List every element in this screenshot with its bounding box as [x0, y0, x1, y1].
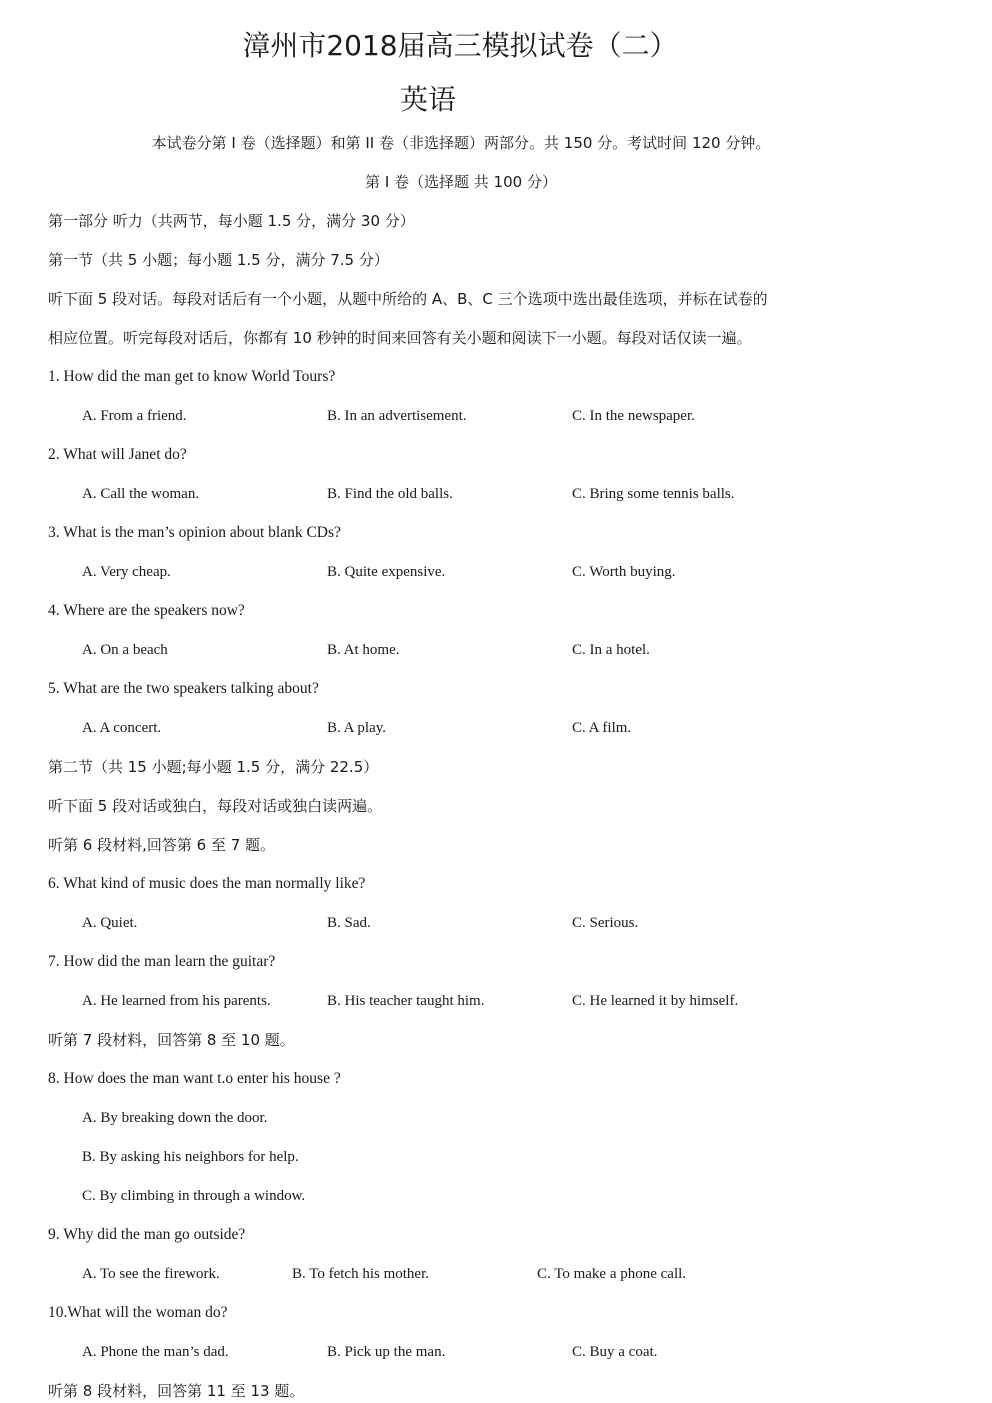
- section2-instructions: 听下面 5 段对话或独白，每段对话或独白读两遍。: [48, 797, 383, 815]
- q7-option-c: C. He learned it by himself.: [572, 993, 739, 1009]
- volume-heading: 第 I 卷（选择题 共 100 分）: [365, 173, 557, 191]
- q9-option-c: C. To make a phone call.: [537, 1266, 687, 1282]
- section1-heading: 第一节（共 5 小题；每小题 1.5 分，满分 7.5 分）: [48, 251, 389, 269]
- question-9: 9. Why did the man go outside?: [48, 1226, 246, 1243]
- question-5: 5. What are the two speakers talking about?: [48, 680, 319, 697]
- q4-option-b: B. At home.: [327, 642, 400, 658]
- q2-option-c: C. Bring some tennis balls.: [572, 486, 735, 502]
- q4-option-a: A. On a beach: [82, 642, 168, 658]
- question-10: 10.What will the woman do?: [48, 1304, 228, 1321]
- q5-option-c: C. A film.: [572, 720, 632, 736]
- q8-option-a: A. By breaking down the door.: [82, 1110, 268, 1126]
- q3-option-c: C. Worth buying.: [572, 564, 676, 580]
- q10-option-c: C. Buy a coat.: [572, 1344, 658, 1360]
- question-8: 8. How does the man want t.o enter his house ?: [48, 1070, 341, 1087]
- q6-option-b: B. Sad.: [327, 915, 371, 931]
- question-4: 4. Where are the speakers now?: [48, 602, 245, 619]
- question-3: 3. What is the man’s opinion about blank CDs?: [48, 524, 341, 541]
- q1-option-b: B. In an advertisement.: [327, 408, 467, 424]
- exam-intro: 本试卷分第 I 卷（选择题）和第 II 卷（非选择题）两部分。共 150 分。考试时间 120 分钟。: [151, 134, 771, 152]
- q3-option-b: B. Quite expensive.: [327, 564, 446, 580]
- q10-option-a: A. Phone the man’s dad.: [82, 1344, 229, 1360]
- q5-option-a: A. A concert.: [82, 720, 162, 736]
- q6-option-a: A. Quiet.: [82, 915, 138, 931]
- q2-option-b: B. Find the old balls.: [327, 486, 453, 502]
- q9-option-b: B. To fetch his mother.: [292, 1266, 429, 1282]
- material-7-note: 听第 7 段材料，回答第 8 至 10 题。: [48, 1031, 295, 1049]
- q4-option-c: C. In a hotel.: [572, 642, 650, 658]
- section1-instructions-line2: 相应位置。听完每段对话后，你都有 10 秒钟的时间来回答有关小题和阅读下一小题。每段对话仅读一遍。: [48, 329, 752, 347]
- material-8-note: 听第 8 段材料，回答第 11 至 13 题。: [48, 1382, 305, 1400]
- section2-heading: 第二节（共 15 小题;每小题 1.5 分，满分 22.5）: [48, 758, 379, 776]
- section1-instructions-line1: 听下面 5 段对话。每段对话后有一个小题，从题中所给的 A、B、C 三个选项中选出最佳选项，并标在试卷的: [48, 290, 768, 308]
- question-2: 2. What will Janet do?: [48, 446, 187, 463]
- q8-option-b: B. By asking his neighbors for help.: [82, 1149, 299, 1165]
- subject-title: 英语: [399, 83, 456, 116]
- q7-option-b: B. His teacher taught him.: [327, 993, 485, 1009]
- q7-option-a: A. He learned from his parents.: [82, 993, 271, 1009]
- q6-option-c: C. Serious.: [572, 915, 639, 931]
- question-6: 6. What kind of music does the man normally like?: [48, 875, 366, 892]
- q1-option-c: C. In the newspaper.: [572, 408, 695, 424]
- part1-heading: 第一部分 听力（共两节，每小题 1.5 分，满分 30 分）: [48, 212, 415, 230]
- q10-option-b: B. Pick up the man.: [327, 1344, 446, 1360]
- q2-option-a: A. Call the woman.: [82, 486, 200, 502]
- exam-title: 漳州市2018届高三模拟试卷（二）: [242, 29, 678, 62]
- q5-option-b: B. A play.: [327, 720, 387, 736]
- q3-option-a: A. Very cheap.: [82, 564, 171, 580]
- question-1: 1. How did the man get to know World Tours?: [48, 368, 336, 385]
- q8-option-c: C. By climbing in through a window.: [82, 1188, 306, 1204]
- q9-option-a: A. To see the firework.: [82, 1266, 220, 1282]
- material-6-note: 听第 6 段材料,回答第 6 至 7 题。: [48, 836, 276, 854]
- question-7: 7. How did the man learn the guitar?: [48, 953, 276, 970]
- q1-option-a: A. From a friend.: [82, 408, 187, 424]
